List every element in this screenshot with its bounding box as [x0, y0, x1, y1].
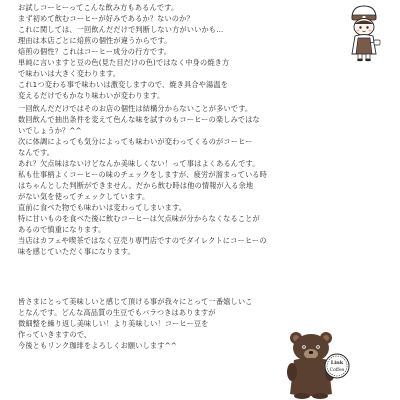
intro-line: 単純に言いますと豆の色(見た目だけの色)ではなく中身の焼き方 [18, 58, 230, 67]
tasting-line: はちゃんとした判断ができません。だから飲む時は他の情報が入る余地 [18, 181, 254, 190]
closing-paragraph [18, 296, 318, 351]
intro-line: 変えるだけでもかなり味わいが変わります。 [18, 91, 165, 100]
tasting-line: 味を感じていただく事になります。 [18, 247, 135, 256]
tasting-line: 当店はカフェや喫茶ではなく豆売り専門店ですのでダイレクトにコーヒーの [18, 236, 267, 245]
intro-line: で味わいは大きく変わります。 [18, 69, 121, 78]
intro-line: 理由は本店ごとに焙煎の個性が違うからです。 [18, 36, 172, 45]
intro-line: お試しコーヒーってこんな飲み方もあるんです。 [18, 3, 179, 12]
tasting-line: 直前に食べた物でも味わいは変わってしまいます。 [18, 203, 187, 212]
bear-character-icon [282, 328, 354, 400]
closing-line: 今後ともリンク珈琲をよろしくお願いします^^ [18, 341, 177, 350]
badge-text-top: Link [330, 360, 344, 366]
closing-line: 作っていきますので、 [18, 330, 92, 339]
closing-line: 皆さまにとって美味しいと感じて頂ける事が我々にとって一番嬉しいこ [18, 297, 253, 306]
intro-line: まず初めて飲むコーヒーが好みであるか？ないのか？ [18, 14, 194, 23]
tasting-line: なんです。 [18, 148, 55, 157]
tasting-paragraph [18, 103, 380, 257]
tasting-line: あれ？欠点味はないけどなんか美味しくない！って事はよくあるんです。 [18, 159, 260, 168]
intro-line: これ1つ変わる事で味わいは激変しますので、焼き具合や湯温を [18, 80, 229, 89]
tasting-line: 一回飲んだだけではそのお店の個性は結構分からないことが多いです。 [18, 104, 253, 113]
tasting-line: 特に甘いものを食べた後に飲むコーヒーは欠点味が分からなくなることが [18, 214, 260, 223]
intro-paragraph [18, 2, 318, 101]
tasting-line: 数回飲んで抽出条件を変えて色んな味を試すのもコーヒーの楽しみではな [18, 115, 260, 124]
tasting-line: 次に体調によっても気分によっても味わいが変わってくるのがコーヒー [18, 137, 253, 146]
tasting-line: がない気を使ってチェックしています。 [18, 192, 150, 201]
closing-line: となんです。どんな高品質の生豆でもバラつきはありますが [18, 308, 216, 317]
chef-character-icon [336, 2, 392, 62]
badge-text-bottom: Coffee [329, 368, 345, 373]
intro-line: これに関しては、一回飲んだだけで判断しない方がいいかも… [18, 25, 224, 34]
intro-line: 焙煎の個性？これはコーヒー成分の行方です。 [18, 47, 172, 56]
closing-line: 微細整を繰り返し美味しい！より美味しい！コーヒー豆を [18, 319, 209, 328]
tasting-line: あるので慎重になります。 [18, 225, 106, 234]
tasting-line: 私も仕事柄よくコーヒーの味のチェックをしますが、疲労が溜まっている時 [18, 170, 267, 179]
tasting-line: いでしょうか？^^ [18, 126, 82, 135]
